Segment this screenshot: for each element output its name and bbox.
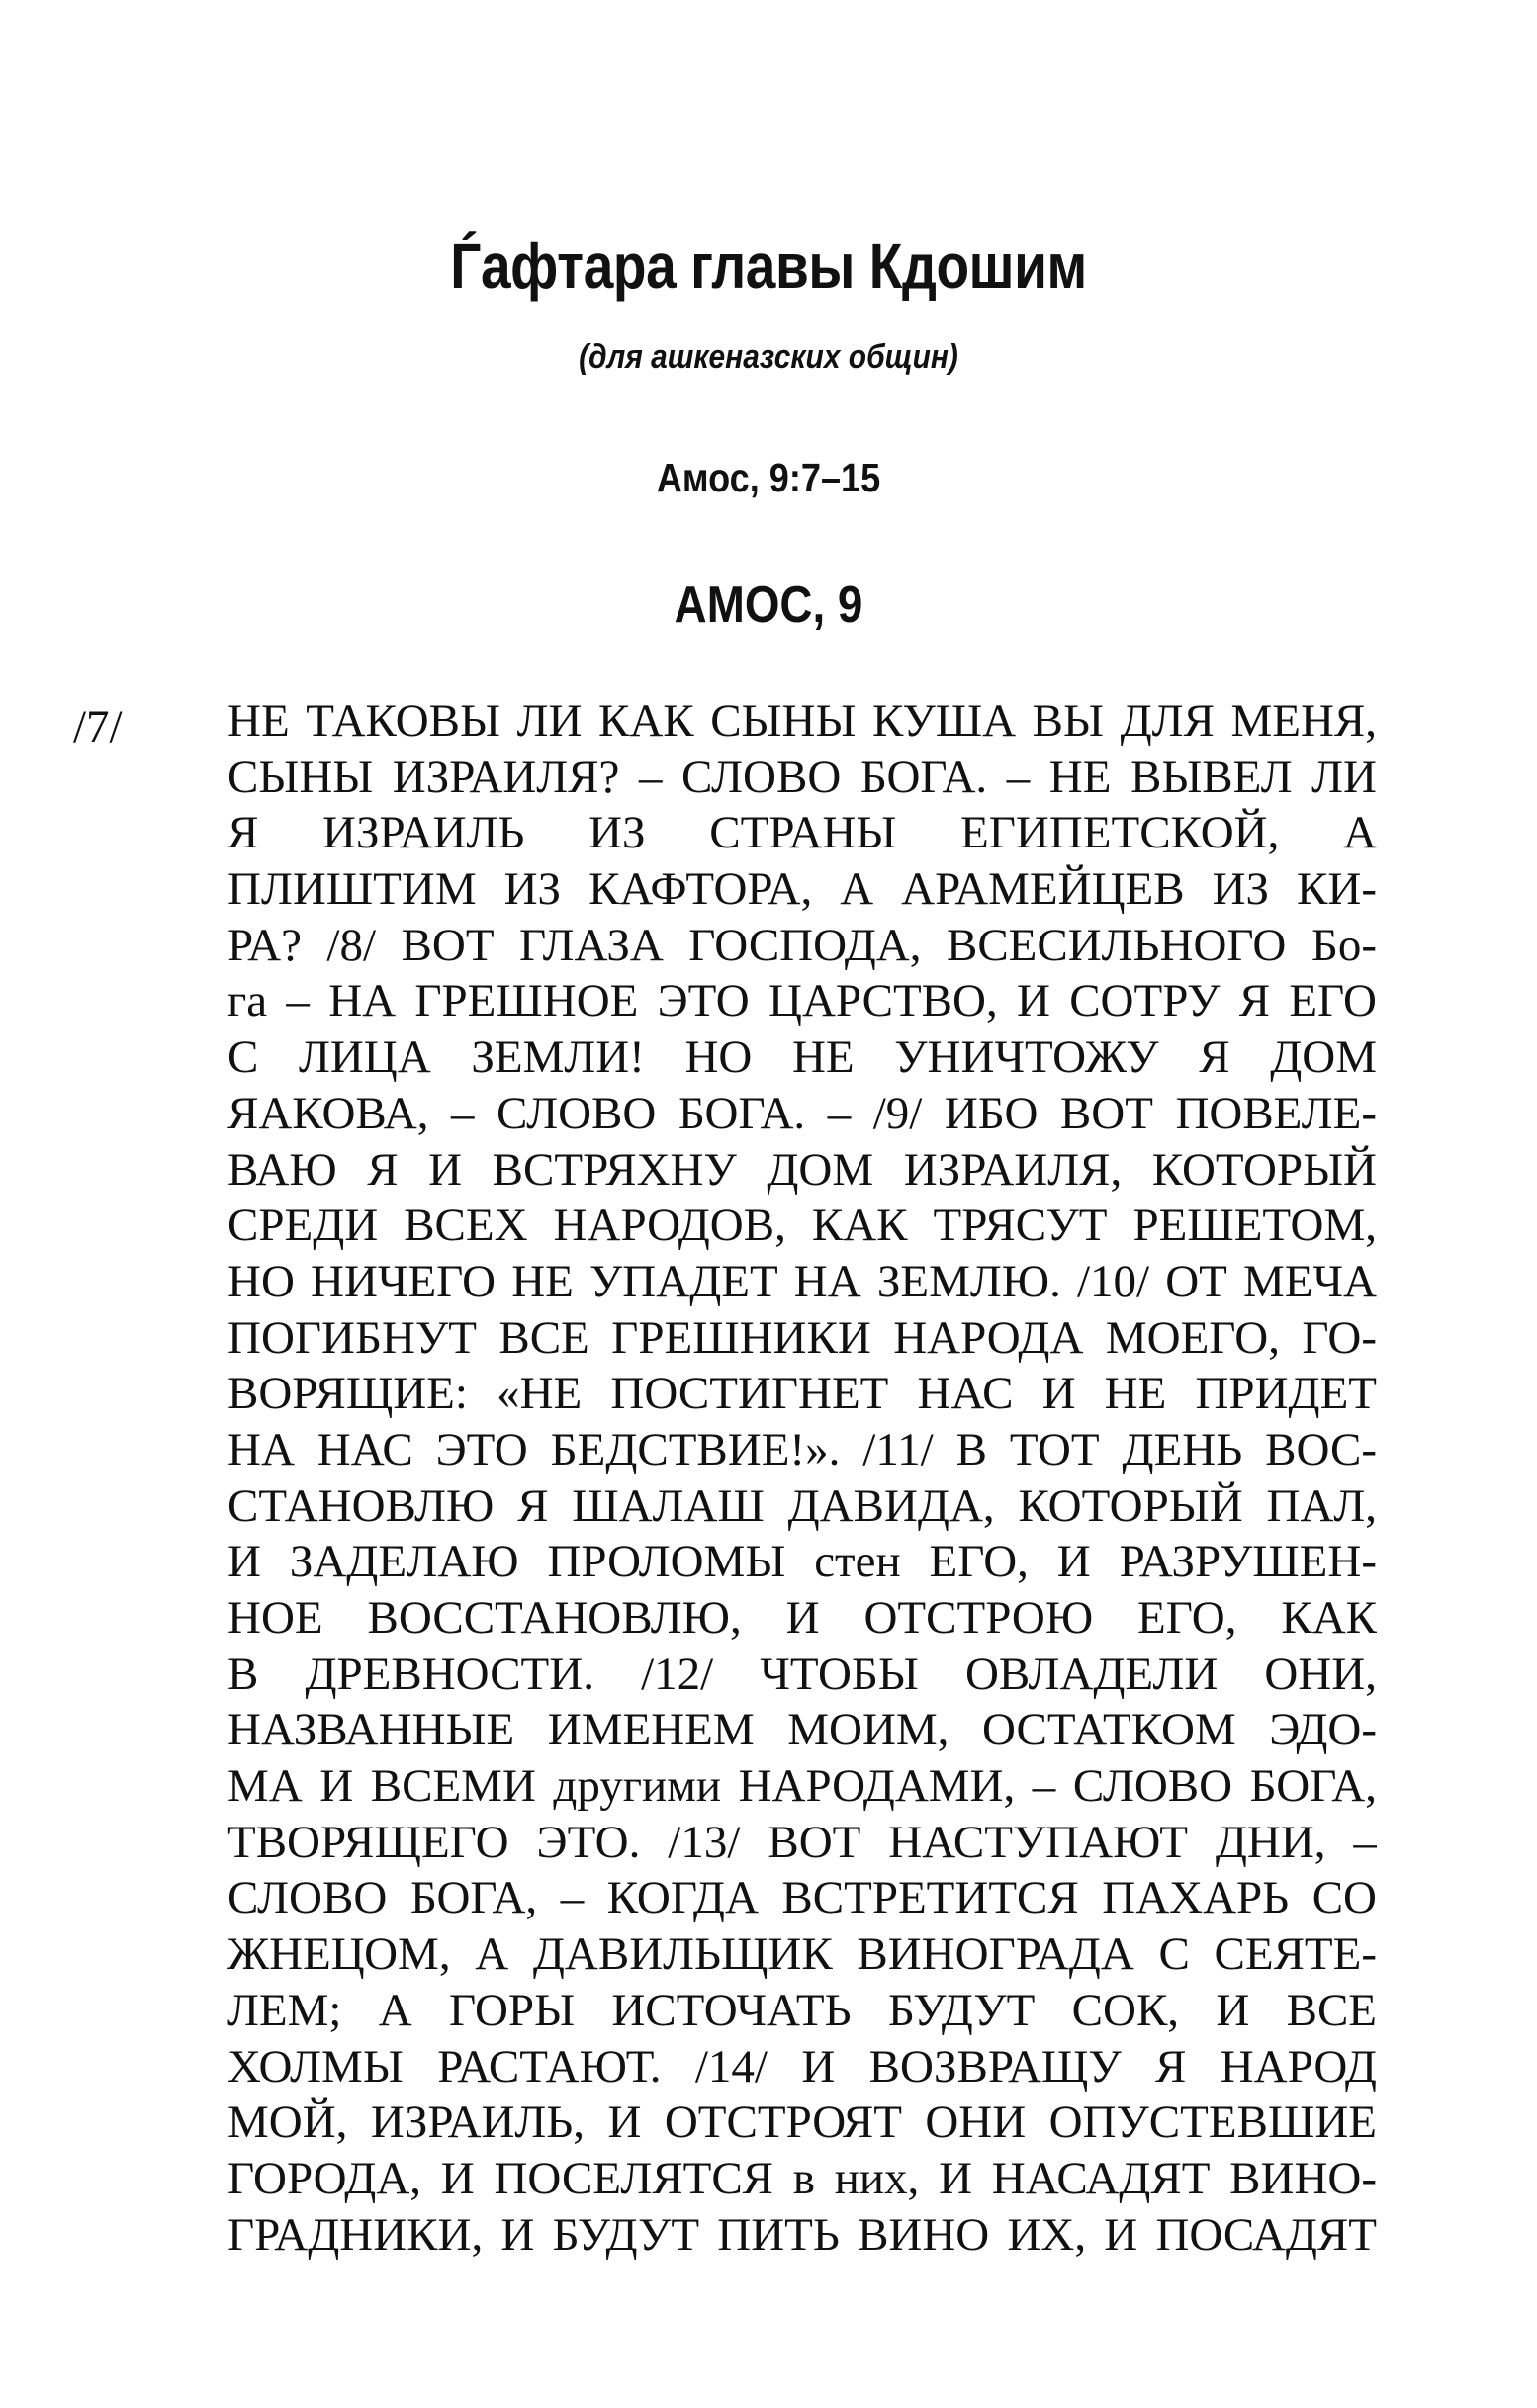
page-title: Ѓафтара главы Кдошим bbox=[450, 230, 1087, 302]
text-line: НАЗВАННЫЕ ИМЕНЕМ МОИМ, ОСТАТКОМ ЭДО- bbox=[227, 1704, 1377, 1756]
verse-marker: /7/ bbox=[73, 701, 123, 753]
text-line: РА? /8/ ВОТ ГЛАЗА ГОСПОДА, ВСЕСИЛЬНОГО Бо- bbox=[227, 919, 1377, 971]
text-line: СТАНОВЛЮ Я ШАЛАШ ДАВИДА, КОТОРЫЙ ПАЛ, bbox=[227, 1479, 1377, 1532]
text-line: ПОГИБНУТ ВСЕ ГРЕШНИКИ НАРОДА МОЕГО, ГО- bbox=[227, 1311, 1377, 1364]
page-subtitle: (для ашкеназских общин) bbox=[579, 338, 958, 376]
text-line: СРЕДИ ВСЕХ НАРОДОВ, КАК ТРЯСУТ РЕШЕТОМ, bbox=[227, 1200, 1377, 1252]
text-line: НА НАС ЭТО БЕДСТВИЕ!». /11/ В ТОТ ДЕНЬ ВОС- bbox=[227, 1423, 1377, 1475]
text-line: МОЙ, ИЗРАИЛЬ, И ОТСТРОЯТ ОНИ ОПУСТЕВШИЕ bbox=[227, 2096, 1377, 2149]
text-line: ГРАДНИКИ, И БУДУТ ПИТЬ ВИНО ИХ, И ПОСАДЯТ bbox=[227, 2208, 1377, 2261]
body-text bbox=[227, 693, 1377, 2263]
text-line: ЖНЕЦОМ, А ДАВИЛЬЩИК ВИНОГРАДА С СЕЯТЕ- bbox=[227, 1928, 1377, 1981]
text-line: И ЗАДЕЛАЮ ПРОЛОМЫ стен ЕГО, И РАЗРУШЕН- bbox=[227, 1536, 1377, 1588]
text-line: ХОЛМЫ РАСТАЮТ. /14/ И ВОЗВРАЩУ Я НАРОД bbox=[227, 2040, 1377, 2093]
text-line: ВОРЯЩИЕ: «НЕ ПОСТИГНЕТ НАС И НЕ ПРИДЕТ bbox=[227, 1368, 1377, 1420]
text-line: га – НА ГРЕШНОЕ ЭТО ЦАРСТВО, И СОТРУ Я ЕГО bbox=[227, 975, 1377, 1027]
text-line: НОЕ ВОССТАНОВЛЮ, И ОТСТРОЮ ЕГО, КАК bbox=[227, 1592, 1377, 1644]
text-line: СЫНЫ ИЗРАИЛЯ? – СЛОВО БОГА. – НЕ ВЫВЕЛ ЛИ bbox=[227, 751, 1377, 803]
text-line: СЛОВО БОГА, – КОГДА ВСТРЕТИТСЯ ПАХАРЬ СО bbox=[227, 1872, 1377, 1924]
text-line: С ЛИЦА ЗЕМЛИ! НО НЕ УНИЧТОЖУ Я ДОМ bbox=[227, 1031, 1377, 1084]
chapter-heading: АМОС, 9 bbox=[674, 577, 863, 634]
text-line: МА И ВСЕМИ другими НАРОДАМИ, – СЛОВО БОГА, bbox=[227, 1760, 1377, 1813]
text-line: ЛЕМ; А ГОРЫ ИСТОЧАТЬ БУДУТ СОК, И ВСЕ bbox=[227, 1984, 1377, 2036]
text-line: Я ИЗРАИЛЬ ИЗ СТРАНЫ ЕГИПЕТСКОЙ, А bbox=[227, 807, 1377, 859]
text-line: В ДРЕВНОСТИ. /12/ ЧТОБЫ ОВЛАДЕЛИ ОНИ, bbox=[227, 1648, 1377, 1700]
text-line: ВАЮ Я И ВСТРЯХНУ ДОМ ИЗРАИЛЯ, КОТОРЫЙ bbox=[227, 1143, 1377, 1196]
text-line: ЯАКОВА, – СЛОВО БОГА. – /9/ ИБО ВОТ ПОВЕЛЕ- bbox=[227, 1087, 1377, 1139]
text-line: ГОРОДА, И ПОСЕЛЯТСЯ в них, И НАСАДЯТ ВИНО- bbox=[227, 2152, 1377, 2204]
text-line: ПЛИШТИМ ИЗ КАФТОРА, А АРАМЕЙЦЕВ ИЗ КИ- bbox=[227, 863, 1377, 916]
text-line: НО НИЧЕГО НЕ УПАДЕТ НА ЗЕМЛЮ. /10/ ОТ МЕЧА bbox=[227, 1255, 1377, 1307]
text-line: НЕ ТАКОВЫ ЛИ КАК СЫНЫ КУША ВЫ ДЛЯ МЕНЯ, bbox=[227, 695, 1377, 747]
scripture-reference: Амос, 9:7–15 bbox=[656, 455, 881, 500]
text-line: ТВОРЯЩЕГО ЭТО. /13/ ВОТ НАСТУПАЮТ ДНИ, – bbox=[227, 1816, 1377, 1868]
